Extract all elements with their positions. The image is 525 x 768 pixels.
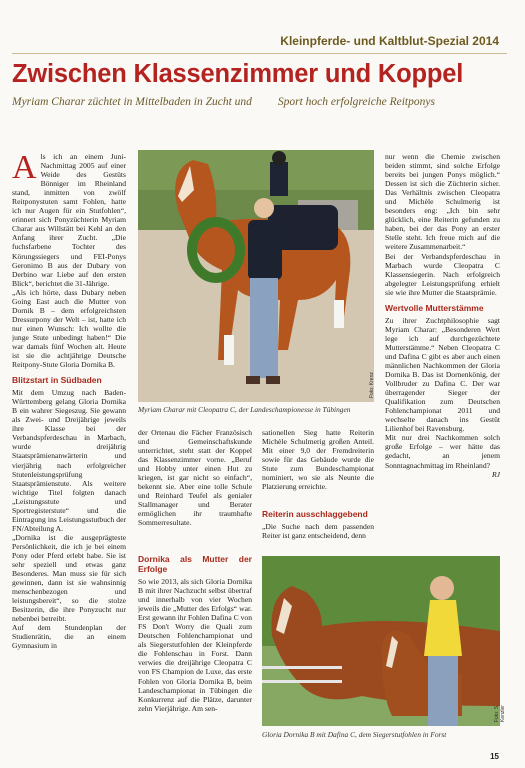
photo-credit: Foto: S. Kenzler	[494, 704, 506, 722]
article-subhead	[12, 96, 512, 108]
photo-credit: Foto: Krenz	[369, 372, 375, 398]
photo-1-illustration	[138, 150, 374, 402]
section-kicker: Kleinpferde- und Kaltblut-Spezial 2014	[280, 34, 499, 48]
paragraph: nur wenn die Chemie zwischen beiden stimmt, sind solche Erfolge bereits bei jungen Ponys möglich.“ Dessen ist sich die Züchterin sicher. Das Verhältnis zwischen Cleopatra und Michèle Schulmerig ist besonders eng: „Ich bin sehr glücklich, eine Reiterin gefunden zu haben, bei der das Pony an erster Stelle steht. Ich freue mich auf die weitere Zusammenarbeit.“	[385, 152, 500, 252]
photo-mare-and-foal	[262, 556, 500, 726]
drop-cap: A	[12, 152, 37, 186]
header-divider	[12, 53, 507, 54]
column-2-top	[138, 428, 252, 546]
paragraph: sationellen Sieg hatte Reiterin Michèle Schulmerig großen Anteil. Mit einer 9,0 der Fremdreiterin sowie für das Gebäude wurde die Stute zum Bundeschampionat nominiert, wo sie als Neunte die Platzierung erreichte.	[262, 428, 374, 492]
section-heading: Reiterin ausschlaggebend	[262, 509, 368, 519]
paragraph: Auf dem Stundenplan der Studienrätin, die an einem Gymnasium in	[12, 623, 126, 651]
subhead-part-2: Sport hoch erfolgreiche Reitponys	[277, 96, 435, 108]
section-heading: Dornika als Mutter der Erfolge	[138, 554, 252, 574]
photo-2-illustration	[262, 556, 500, 726]
author-signature: RJ	[491, 469, 500, 479]
photo-caption: Myriam Charar mit Cleopatra C, der Landeschampionesse in Tübingen	[138, 405, 351, 414]
paragraph: „Die Suche nach dem passenden Reiter ist ganz entscheidend, denn	[262, 522, 374, 541]
paragraph: „Als ich hörte, dass Dubary neben Going East auch die Mutter von Dornik B – dem erfolgreichsten Dressurpony der Welt – ist, hatte ich nur einen Wunsch: Ich wollte die junge Stute unbedingt haben!“ Die war damals fünf Wochen alt. Heute ist sie die achtjährige Deutsche Reitpony-Stute Gloria Dornika B.	[12, 287, 126, 370]
column-4	[385, 152, 500, 566]
paragraph: Zu ihrer Zuchtphilosophie sagt Myriam Charar: „Besonderen Wert lege ich auf durchgezüchtete Mutterstämme.“ Neben Cleopatra C und Dafina C gibt es aber auch einen männlichen Nachkommen der Gloria Dornika B. Das ist Dornenkönig, der Vollbruder zu Dafina C. Der war überragender Sieger der Qualifikation zum Deutschen Fohlenchampionat 2011 und wechselte danach ins Gestüt Lilienhof bei Ravensburg.	[385, 315, 500, 434]
page-number: 15	[490, 752, 499, 761]
photo-caption: Gloria Dornika B mit Dafina C, dem Siegerstutfohlen in Forst	[262, 730, 447, 739]
subhead-part-1: Myriam Charar züchtet in Mittelbaden in Zucht und	[12, 96, 252, 108]
paragraph: der Ortenau die Fächer Französisch und Gemeinschaftskunde unterrichtet, steht statt der Koppel das Klassenzimmer vorne. „Beruf und Hobby unter einen Hut zu kriegen, ist gar nicht so einfach“, bekennt sie. Aber eine tolle Schule und Reinhard Teufel als genialer Stallmanager und Berater ermöglichen ihr traumhafte Sommerresultate.	[138, 428, 252, 528]
photo-rider-with-pony	[138, 150, 374, 402]
section-heading: Wertvolle Mutterstämme	[385, 302, 484, 313]
column-3-top	[262, 428, 374, 500]
intro-paragraph: ls ich an einem Juni-Nachmittag 2005 auf einer Weide des Gestüts Bönniger im Rheinland stand, inmitten von zwölf Reitponystuten samt Fohlen, hatte ich nur Augen für ein Stutfohlen“, erinnert sich Ponyzüchterin Myriam Charar aus Willstätt bei Kehl an den Anfang ihrer Zucht. „Die fuchsfarbene Tochter des Körungssiegers und FEI-Ponys Geronimo B aus der Dubary von Derbino war Liebe auf den ersten Blick“, berichtet die 31-Jährige.	[12, 152, 126, 288]
column-3-bottom	[262, 509, 374, 554]
paragraph: Bei der Verbandspferdeschau in Marbach wurde Cleopatra C Klassensiegerin. Nach erfolgreich abgelegter Leistungsprüfung erhielt sie wie ihre Mutter die Staatsprämie.	[385, 251, 500, 297]
paragraph: Mit nur drei Nachkommen solch große Erfolge – wer hätte das gedacht, an jenem Sonntagnachmittag im Rheinland?	[385, 433, 500, 470]
paragraph: „Dornika ist die ausgeprägteste Persönlichkeit, die ich je bei einem Pony oder Pferd erlebt habe. Sie ist sehr speziell und etwas ganz Besonderes. Man muss sie für sich gewinnen, dann ist sie wahnsinnig menschenbezogen und leistungsbereit“, so die stolze Besitzerin, die ihre Ponyzucht nur nebenbei betreibt.	[12, 532, 126, 624]
article-headline: Zwischen Klassenzimmer und Koppel	[12, 60, 464, 88]
column-2-bottom	[138, 554, 252, 752]
paragraph: So wie 2013, als sich Gloria Dornika B mit ihrer Nachzucht selbst übertraf und innerhalb von vier Wochen jeweils die „Mutter des Erfolgs“ war. Erst gewann ihr Fohlen Dafina C von FS Don't Worry die Quali zum Deutschen Fohlenchampionat und als Siegerstutfohlen der Kleinpferde die Fohlenschau in Forst. Dann verwies die dreijährige Cleopatra C von FS Champion de Luxe, das erste Fohlen von Gloria Dornika B, beim Landeschampionat in Tübingen die Konkurrenz auf die Plätze, darunter zehn Vierjährige. Am sen-	[138, 577, 252, 713]
column-1	[12, 152, 126, 748]
paragraph: Mit dem Umzug nach Baden-Württemberg gelang Gloria Dornika B ein wahrer Siegeszug. Sie gewann als Zwei- und Dreijährige jeweils ihre Klasse bei der Verbandspferdeschau in Marbach, wurde dreijährig Staatsprämienanwärterin und vierjährig nach erfolgreicher Stutenleistungsprüfung Staatsprämienstute. Als weitere wichtige Titel folgten danach „Leistungsstute und Sportregisterstute“ und die Eintragung ins Leistungsstutbuch der FN/Abteilung A.	[12, 388, 126, 533]
section-heading: Blitzstart in Südbaden	[12, 375, 102, 386]
